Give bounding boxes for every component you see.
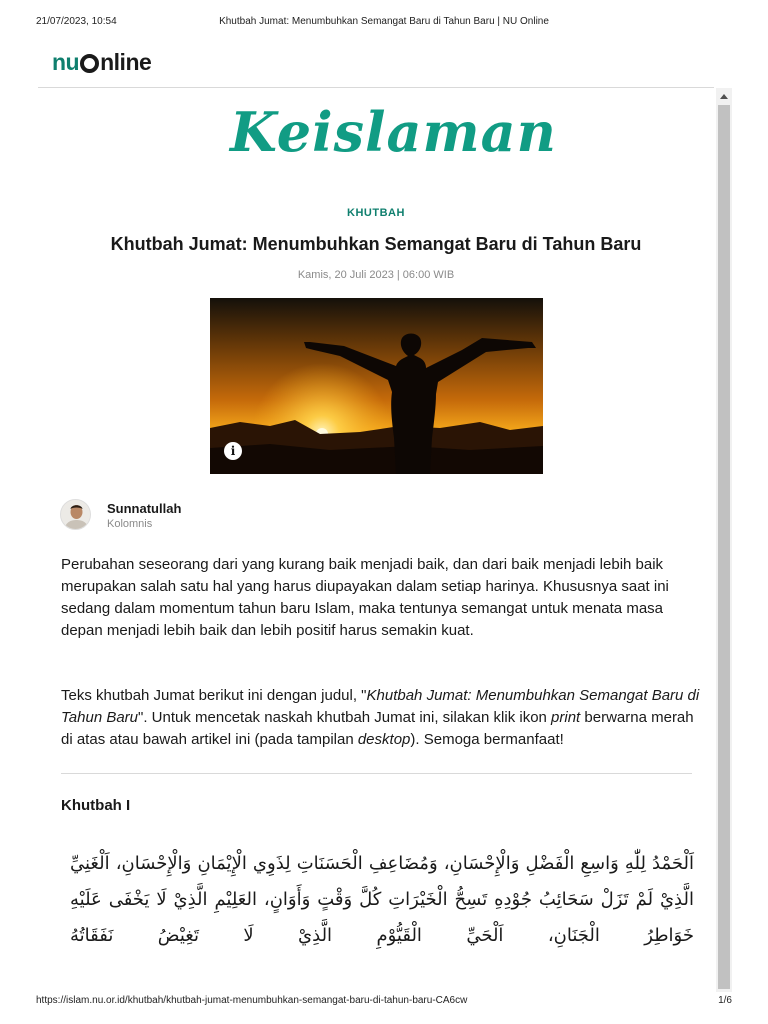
section-banner: Keislaman: [230, 100, 557, 164]
p2-desktop-word: desktop: [357, 731, 411, 748]
article-date: Kamis, 20 Juli 2023 | 06:00 WIB: [297, 269, 455, 281]
header-divider: [38, 87, 714, 88]
site-header: [52, 44, 151, 80]
author-name[interactable]: Sunnatullah: [107, 501, 182, 516]
content-divider: [61, 773, 692, 774]
p2-text-c: berwarna merah di atas atau bawah artikel ini (pada tampilan: [61, 709, 694, 748]
logo-text-online: nline: [100, 48, 152, 75]
scroll-up-arrow-icon[interactable]: [716, 88, 732, 104]
info-icon[interactable]: i: [224, 442, 242, 460]
print-footer: [36, 995, 732, 1009]
article-paragraph-2: [61, 685, 701, 751]
author-portrait-illustration: [61, 500, 91, 530]
khutbah-subheading: Khutbah I: [61, 797, 131, 814]
print-page-url: https://islam.nu.or.id/khutbah/khutbah-jumat-menumbuhkan-semangat-baru-di-tahun-baru-CA6cw: [36, 995, 468, 1006]
p2-text-a: Teks khutbah Jumat berikut ini dengan judul, ": [61, 687, 367, 704]
p2-print-word: print: [551, 709, 581, 726]
p2-text-b: ". Untuk mencetak naskah khutbah Jumat ini, silakan klik ikon: [138, 709, 552, 726]
print-page-number: 1/6: [718, 995, 732, 1006]
scrollbar-thumb[interactable]: [718, 105, 730, 989]
p2-khutbah-title: Khutbah Jumat: Menumbuhkan Semangat Baru di Tahun Baru: [61, 687, 700, 726]
vertical-scrollbar[interactable]: [716, 88, 732, 992]
author-role: Kolomnis: [107, 518, 153, 530]
article-category-link[interactable]: KHUTBAH: [347, 207, 405, 219]
sunset-silhouette-illustration: [210, 298, 543, 474]
logo-text-nu: nu: [52, 48, 80, 75]
print-datetime: 21/07/2023, 10:54: [36, 16, 117, 27]
print-header: [36, 16, 732, 30]
article-title: Khutbah Jumat: Menumbuhkan Semangat Baru di Tahun Baru: [110, 234, 642, 254]
p2-text-d: ). Semoga bermanfaat!: [410, 731, 564, 748]
arabic-khutbah-text: اَلْحَمْدُ لِلّٰهِ وَاسِعِ الْفَضْلِ وَالْإِحْسَانِ، وَمُضَاعِفِ الْحَسَنَاتِ لِذَوِي الْإِيْمَانِ وَالْإِحْسَانِ، اَلْغَنِيِّ الَّذِيْ لَمْ تَزَلْ سَحَائِبُ جُوْدِهِ تَسِحُّ الْخَيْرَاتِ كُلَّ وَقْتٍ وَأَوَانٍ، العَلِيْمِ الَّذِيْ لَا يَخْفَى عَلَيْهِ خَوَاطِرُ الْجَنَانِ، اَلْحَيِّ الْقَيُّوْمِ الَّذِيْ لَا تَغِيْضُ نَفَقَاتُهُ: [70, 853, 694, 946]
logo-ring-icon: [80, 54, 99, 73]
article-paragraph-1: Perubahan seseorang dari yang kurang baik menjadi baik, dan dari baik menjadi lebih baik merupakan salah satu hal yang harus diupayakan dalam setiap harinya. Khususnya saat ini sedang dalam momentum tahun baru Islam, maka tentunya semangat untuk menata masa depan menjadi lebih baik dan lebih positif harus semakin kuat.: [61, 556, 669, 639]
site-logo[interactable]: [52, 44, 151, 80]
print-document-title: Khutbah Jumat: Menumbuhkan Semangat Baru di Tahun Baru | NU Online: [219, 16, 549, 27]
author-avatar[interactable]: [60, 499, 91, 530]
article-hero-image: [210, 298, 543, 474]
